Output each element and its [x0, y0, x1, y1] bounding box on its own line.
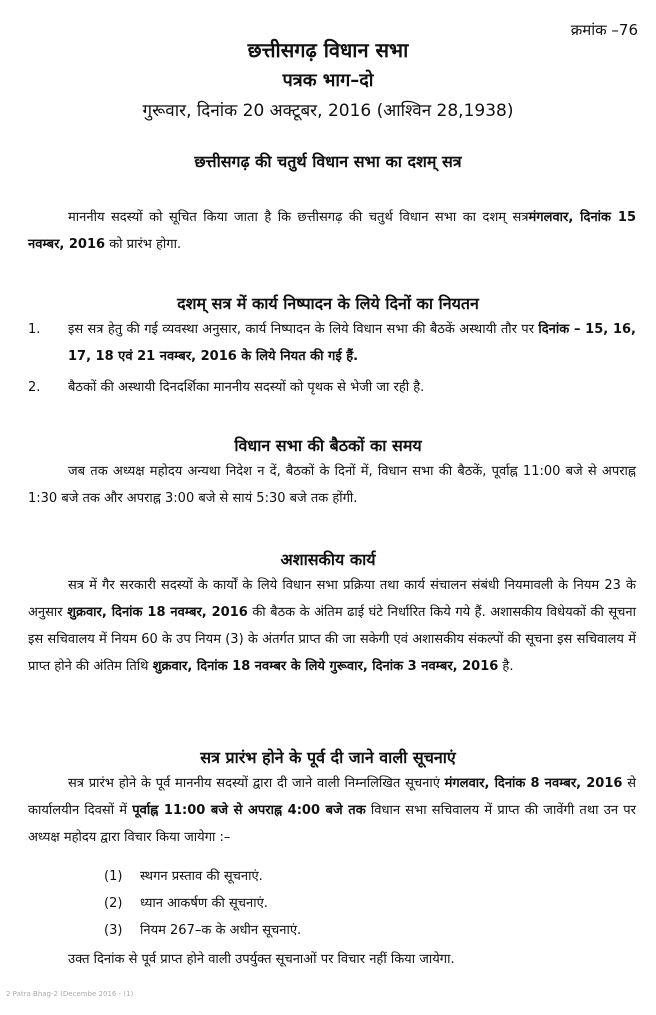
days-item-number: 1.: [28, 322, 41, 337]
notice-item-number: (3): [104, 923, 123, 938]
timing-heading: विधान सभा की बैठकों का समय: [234, 436, 422, 455]
days-item-2: [0, 374, 656, 402]
footer-print-code: 2 Patra Bhag-2 (Decembe 2016 - (1): [6, 990, 134, 998]
days-item-number: 2.: [28, 380, 41, 395]
serial-number: क्रमांक –76: [570, 21, 638, 39]
notice-item-text: ध्यान आकर्षण की सूचनाएं.: [140, 896, 268, 911]
private-heading: अशासकीय कार्य: [280, 550, 376, 569]
page-title: छत्तीसगढ़ विधान सभा: [247, 38, 409, 62]
private-text-1: सत्र में गैर सरकारी सदस्यों के कार्यों के लिये विधान सभा प्रक्रिया तथा कार्य संचालन संबंधी नियमावली के नियम 23 के अनुसार: [28, 578, 636, 620]
notices-text-2: से कार्यालयीन दिवसों में: [28, 776, 636, 818]
notices-paragraph: [28, 770, 636, 851]
notices-bold-1: मंगलवार, दिनांक 8 नवम्बर, 2016: [444, 776, 623, 791]
notices-closing: उक्त दिनांक से पूर्व प्राप्त होने वाली उपर्युक्त सूचनाओं पर विचार नहीं किया जायेगा.: [68, 952, 455, 967]
private-text-2: की बैठक के अंतिम ढाई घंटे निर्धारित किये गये हैं. अशासकीय विधेयकों की सूचना इस सचिवालय में नियम 60 के उप नियम (3) के अंतर्गत प्राप्त की जा सकेगी एवं अशासकीय संकल्पों की सूचना इस सचिवालय में प्राप्त होने की अंतिम तिथि: [28, 605, 636, 674]
intro-paragraph: [28, 204, 636, 258]
intro-bold-date: मंगलवार, दिनांक 15 नवम्बर, 2016: [28, 210, 636, 252]
notice-item-2: [104, 893, 268, 911]
notices-text-1: सत्र प्रारंभ होने के पूर्व माननीय सदस्यों द्वारा दी जाने वाली निम्नलिखित सूचनाएं: [68, 776, 445, 791]
days-item-1-bold: दिनांक – 15, 16, 17, 18 एवं 21 नवम्बर, 2016 के लिये नियत की गई हैं.: [68, 322, 636, 364]
section-title: छत्तीसगढ़ की चतुर्थ विधान सभा का दशम् सत्र: [194, 152, 462, 171]
private-bold-1: शुक्रवार, दिनांक 18 नवम्बर, 2016: [67, 605, 248, 620]
dateline: गुरूवार, दिनांक 20 अक्टूबर, 2016 (आश्विन 28,1938): [142, 101, 514, 121]
days-item-1-text: इस सत्र हेतु की गई व्यवस्था अनुसार, कार्य निष्पादन के लिये विधान सभा की बैठकें अस्थायी तौर पर: [68, 322, 539, 337]
days-item-2-text: बैठकों की अस्थायी दिनदर्शिका माननीय सदस्यों को पृथक से भेजी जा रही है.: [68, 380, 425, 395]
private-paragraph: [28, 572, 636, 680]
notice-item-text: स्थगन प्रस्ताव की सूचनाएं.: [140, 869, 263, 884]
timing-paragraph: जब तक अध्यक्ष महोदय अन्यथा निदेश न दें, बैठकों के दिनों में, विधान सभा की बैठकें, पूर्वाह्न 11:00 बजे से अपराह्न 1:30 बजे तक और अपराह्न 3:00 बजे से सायं 5:30 बजे तक होंगी.: [28, 464, 636, 506]
notices-text-3: विधान सभा सचिवालय में प्राप्त की जावेंगी तथा उन पर अध्यक्ष महोदय द्वारा विचार किया जायेगा :–: [28, 803, 636, 845]
intro-text: माननीय सदस्यों को सूचित किया जाता है कि छत्तीसगढ़ की चतुर्थ विधान सभा का दशम् सत्र: [68, 210, 529, 225]
private-bold-2: शुक्रवार, दिनांक 18 नवम्बर के लिये गुरूवार, दिनांक 3 नवम्बर, 2016: [152, 659, 499, 674]
notice-item-1: [104, 866, 263, 884]
days-heading: दशम् सत्र में कार्य निष्पादन के लिये दिनों का नियतन: [177, 294, 479, 313]
notice-item-text: नियम 267–क के अधीन सूचनाएं.: [140, 923, 302, 938]
private-text-3: है.: [498, 659, 514, 674]
notices-heading: सत्र प्रारंभ होने के पूर्व दी जाने वाली सूचनाएं: [200, 748, 456, 767]
intro-text-end: को प्रारंभ होगा.: [105, 237, 182, 252]
days-item-1: [0, 316, 656, 372]
days-item-text: [68, 316, 636, 370]
notice-item-3: [104, 920, 301, 938]
notices-bold-2: पूर्वाह्न 11:00 बजे से अपराह्न 4:00 बजे तक: [132, 803, 366, 818]
notice-item-number: (1): [104, 869, 123, 884]
notice-item-number: (2): [104, 896, 123, 911]
page-subtitle: पत्रक भाग–दो: [282, 70, 374, 91]
